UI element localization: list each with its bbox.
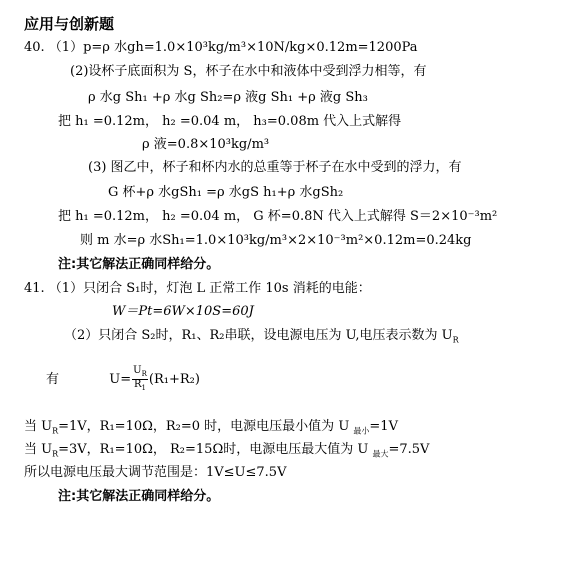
line-41-energy: W＝Pt=6W×10S=60J	[112, 304, 254, 319]
formula-row	[46, 366, 200, 392]
line-40-result2: 则 m 水=ρ 水Sh₁=1.0×10³kg/m³×2×10⁻³m²×0.12m=0.24kg	[80, 233, 472, 248]
formula-lhs: U=	[109, 372, 132, 387]
line-40-sub2: 把 h₁ =0.12m， h₂ =0.04 m， G 杯=0.8N 代入上式解得 S＝2×10⁻³m²	[58, 209, 498, 224]
range-conclusion: 所以电源电压最大调节范围是：1V≤U≤7.5V	[24, 465, 287, 480]
note-41: 注:其它解法正确同样给分。	[58, 489, 220, 504]
formula-rhs: (R₁+R₂)	[148, 372, 200, 387]
note-40: 注:其它解法正确同样给分。	[58, 257, 220, 272]
formula-prefix: 有	[46, 372, 60, 387]
line-41-2: （2）只闭合 S₂时，R₁、R₂串联，设电源电压为 U,电压表示数为 $U_R$	[64, 328, 459, 345]
line-40-3: (3) 图乙中，杯子和杯内水的总重等于杯子在水中受到的浮力，有	[88, 160, 462, 175]
line-40-1: 40. （1）p=ρ 水gh=1.0×10³kg/m³×10N/kg×0.12m=1200Pa	[24, 40, 418, 55]
line-40-eq1: ρ 水g Sh₁ +ρ 水g Sh₂=ρ 液g Sh₁ +ρ 液g Sh₃	[88, 90, 368, 105]
formula-fraction: $\frac{U_R}{R_1}$	[133, 365, 147, 392]
line-40-2: (2)设杯子底面积为 S，杯子在水中和液体中受到浮力相等，有	[70, 64, 427, 79]
case-max: 当 $U_R=3V$，R₁=10Ω， R₂=15Ω时，电源电压最大值为 U $_{最大}$=7.5V	[24, 442, 430, 459]
section-title: 应用与创新题	[24, 15, 115, 33]
line-40-eq2: G 杯+ρ 水gSh₁ =ρ 水gS h₁+ρ 水gSh₂	[108, 185, 344, 200]
line-41-1: 41. （1）只闭合 S₁时，灯泡 L 正常工作 10s 消耗的电能：	[24, 281, 371, 296]
case-min: 当 $U_R=1V$，R₁=10Ω，R₂=0 时，电源电压最小值为 U $_{最小}$=1V	[24, 419, 398, 436]
line-40-sub1: 把 h₁ =0.12m， h₂ =0.04 m， h₃=0.08m 代入上式解得	[58, 114, 402, 129]
line-40-result1: ρ 液=0.8×10³kg/m³	[142, 137, 270, 152]
